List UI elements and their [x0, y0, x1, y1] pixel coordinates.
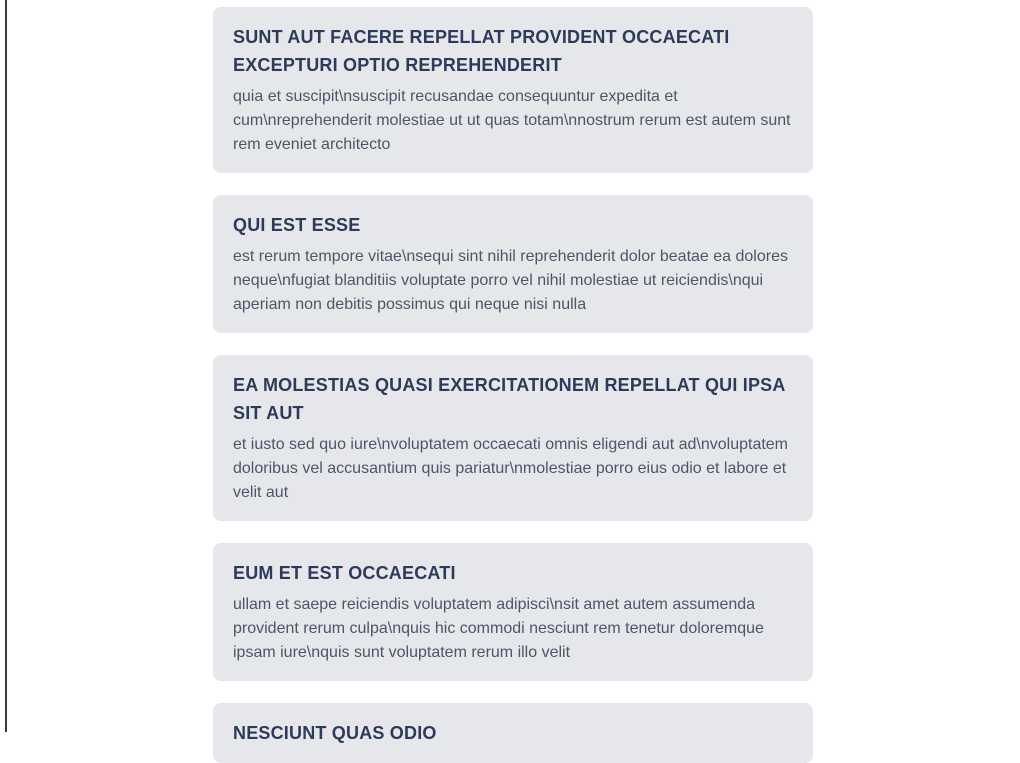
- posts-list: [213, 7, 813, 763]
- post-card[interactable]: [213, 7, 813, 173]
- post-title: SUNT AUT FACERE REPELLAT PROVIDENT OCCAECATI EXCEPTURI OPTIO REPREHENDERIT: [233, 27, 730, 75]
- window-left-border: [5, 0, 7, 732]
- post-title: NESCIUNT QUAS ODIO: [233, 723, 437, 743]
- post-card[interactable]: [213, 355, 813, 521]
- post-body: quia et suscipit\nsuscipit recusandae consequuntur expedita et cum\nreprehenderit molestiae ut ut quas totam\nnostrum rerum est autem sunt rem eveniet architecto: [233, 88, 791, 153]
- post-body: est rerum tempore vitae\nsequi sint nihil reprehenderit dolor beatae ea dolores neque\nfugiat blanditiis voluptate porro vel nihil molestiae ut reiciendis\nqui aperiam non debitis possimus qui neque nisi nulla: [233, 248, 788, 313]
- post-title: QUI EST ESSE: [233, 215, 361, 235]
- post-title: EA MOLESTIAS QUASI EXERCITATIONEM REPELLAT QUI IPSA SIT AUT: [233, 375, 785, 423]
- post-card[interactable]: [213, 195, 813, 333]
- post-title: EUM ET EST OCCAECATI: [233, 563, 456, 583]
- post-body: ullam et saepe reiciendis voluptatem adipisci\nsit amet autem assumenda provident rerum culpa\nquis hic commodi nesciunt rem tenetur doloremque ipsam iure\nquis sunt voluptatem rerum illo velit: [233, 596, 764, 661]
- post-card[interactable]: [213, 703, 813, 763]
- post-card[interactable]: [213, 543, 813, 681]
- post-body: et iusto sed quo iure\nvoluptatem occaecati omnis eligendi aut ad\nvoluptatem doloribus vel accusantium quis pariatur\nmolestiae porro eius odio et labore et velit aut: [233, 436, 789, 501]
